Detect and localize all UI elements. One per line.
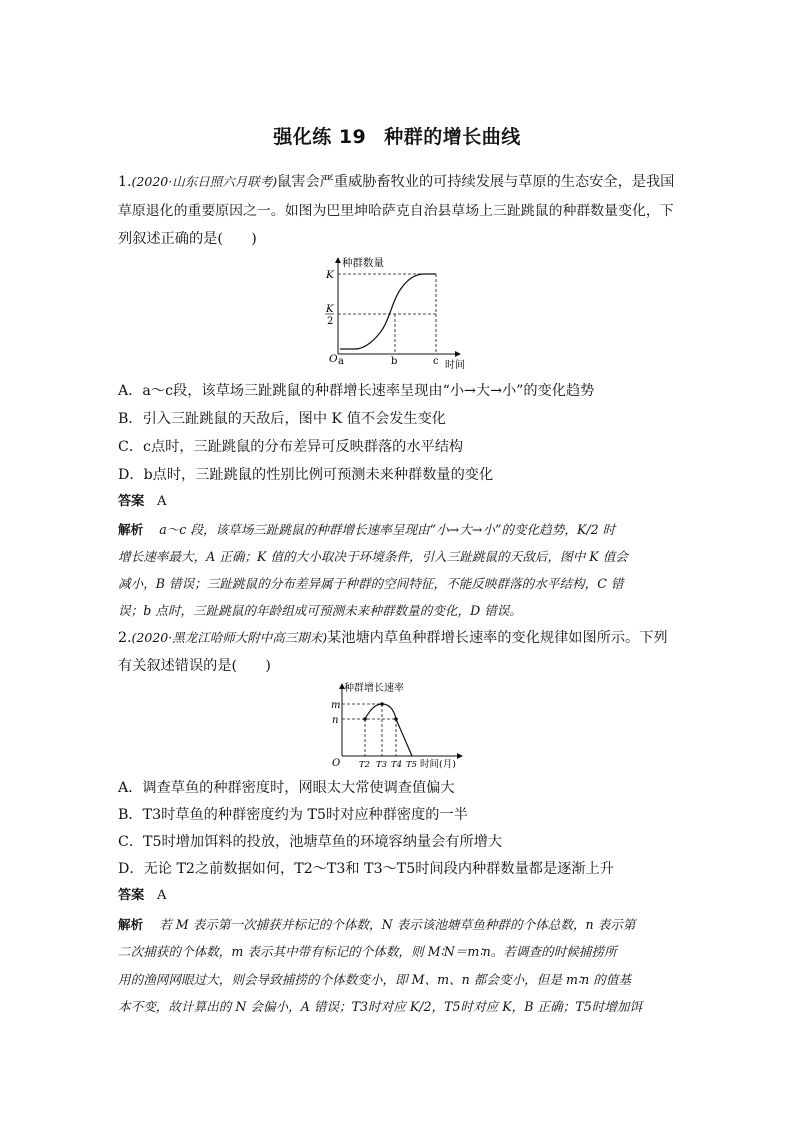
q1-ylabel: 种群数量 [342, 257, 384, 269]
q1-stem-line-3: 列叙述正确的是( ) [118, 231, 257, 247]
title-prefix: 强化练 19 [273, 126, 367, 148]
q2-xlabel: 时间(月) [420, 759, 456, 770]
q1-x-c: c [433, 356, 439, 367]
q2-tick-n: n [332, 715, 339, 726]
q1-x-b: b [391, 356, 398, 367]
q1-s-curve [340, 274, 436, 349]
q2-x-t3: T3 [376, 760, 388, 770]
title-main: 种群的增长曲线 [384, 126, 521, 148]
q2-x-t2: T2 [359, 760, 371, 770]
q2-option-b: B．T3时草鱼的种群密度约为 T5时对应种群密度的一半 [118, 807, 468, 823]
q1-chart [320, 252, 480, 374]
q2-answer-value: A [156, 888, 167, 903]
q2-explain-line-1: 解析 若 M 表示第一次捕获并标记的个体数，N 表示该池塘草鱼种群的个体总数，n 表示第 [118, 917, 636, 932]
q2-option-a: A．调查草鱼的种群密度时，网眼太大常使调查值偏大 [118, 780, 455, 796]
q1-origin: O [329, 353, 338, 365]
q2-stem-line-1 [118, 628, 676, 648]
q2-explain-line-2: 二次捕获的个体数，m 表示其中带有标记的个体数，则 M∶N＝m∶n。若调查的时候捕捞所 [118, 944, 617, 959]
q2-stem-line-2: 有关叙述错误的是( ) [118, 658, 271, 674]
q2-explain-label: 解析 [118, 917, 144, 932]
q2-point-t3 [380, 702, 384, 706]
q1-option-a: A．a～c段，该草场三趾跳鼠的种群增长速率呈现由“小→大→小”的变化趋势 [118, 383, 595, 399]
q2-point-t4 [394, 717, 398, 721]
q1-tick-k: K [326, 269, 334, 281]
q2-stem-text-1: 某池塘内草鱼种群增长速率的变化规律如图所示。下列 [327, 630, 668, 646]
q1-number: 1. [118, 174, 132, 190]
q2-answer [118, 886, 676, 906]
q2-source: (2020·黑龙江哈师大附中高三期末) [131, 630, 328, 645]
q2-ylabel: 种群增长速率 [344, 683, 404, 694]
q2-chart [328, 680, 468, 772]
q1-explain-label: 解析 [118, 522, 144, 537]
q1-explain-line-4: 误；b 点时，三趾跳鼠的年龄组成可预测未来种群数量的变化，D 错误。 [118, 603, 522, 618]
q2-x-t5: T5 [406, 760, 418, 770]
q2-point-t2 [363, 717, 367, 721]
q2-option-c: C．T5时增加饵料的投放，池塘草鱼的环境容纳量会有所增大 [118, 834, 503, 850]
q2-rate-curve [365, 704, 412, 756]
q1-option-b: B．引入三趾跳鼠的天敌后，图中 K 值不会发生变化 [118, 411, 446, 427]
q1-answer-label: 答案 [118, 494, 145, 509]
q1-stem-line-2: 草原退化的重要原因之一。如图为巴里坤哈萨克自治县草场上三趾跳鼠的种群数量变化，下 [118, 203, 674, 219]
q2-origin: O [332, 758, 341, 769]
q1-answer [118, 492, 676, 512]
q2-answer-label: 答案 [118, 888, 145, 903]
q1-source: (2020·山东日照六月联考) [131, 174, 278, 189]
q1-x-a: a [338, 356, 344, 367]
q1-explain-line-2: 增长速率最大，A 正确；K 值的大小取决于环境条件，引入三趾跳鼠的天敌后，图中 K 值会 [118, 549, 628, 564]
q1-tick-k2: K [326, 304, 334, 315]
q1-stem-text-1: 鼠害会严重威胁畜牧业的可持续发展与草原的生态安全，是我国 [277, 174, 675, 190]
q1-tick-k2-denominator: 2 [327, 316, 334, 327]
q2-number: 2. [118, 630, 132, 646]
q2-explain-line-3: 用的渔网网眼过大，则会导致捕捞的个体数变小，即 M、m、n 都会变小，但是 m∶n 的值基 [118, 972, 632, 987]
q2-tick-m: m [331, 700, 341, 711]
q1-answer-value: A [156, 494, 167, 509]
q2-x-t4: T4 [391, 760, 403, 770]
q1-xlabel: 时间 [445, 360, 465, 371]
q1-stem-line-1 [118, 172, 676, 192]
page-title [0, 122, 794, 149]
q1-explain-line-1: 解析 a～c 段，该草场三趾跳鼠的种群增长速率呈现由“小→大→小”的变化趋势，K/2 时 [118, 522, 616, 537]
q2-option-d: D．无论 T2之前数据如何，T2～T3和 T3～T5时间段内种群数量都是逐渐上升 [118, 861, 614, 877]
q1-option-d: D．b点时，三趾跳鼠的性别比例可预测未来种群数量的变化 [118, 467, 494, 483]
q1-option-c: C．c点时，三趾跳鼠的分布差异可反映群落的水平结构 [118, 439, 464, 455]
q1-explain-line-3: 减小，B 错误；三趾跳鼠的分布差异属于种群的空间特征，不能反映群落的水平结构，C 错 [118, 576, 624, 591]
q2-explain-line-4: 本不变，故计算出的 N 会偏小，A 错误；T3时对应 K/2，T5时对应 K，B 正确；T5时增加饵 [118, 999, 643, 1014]
